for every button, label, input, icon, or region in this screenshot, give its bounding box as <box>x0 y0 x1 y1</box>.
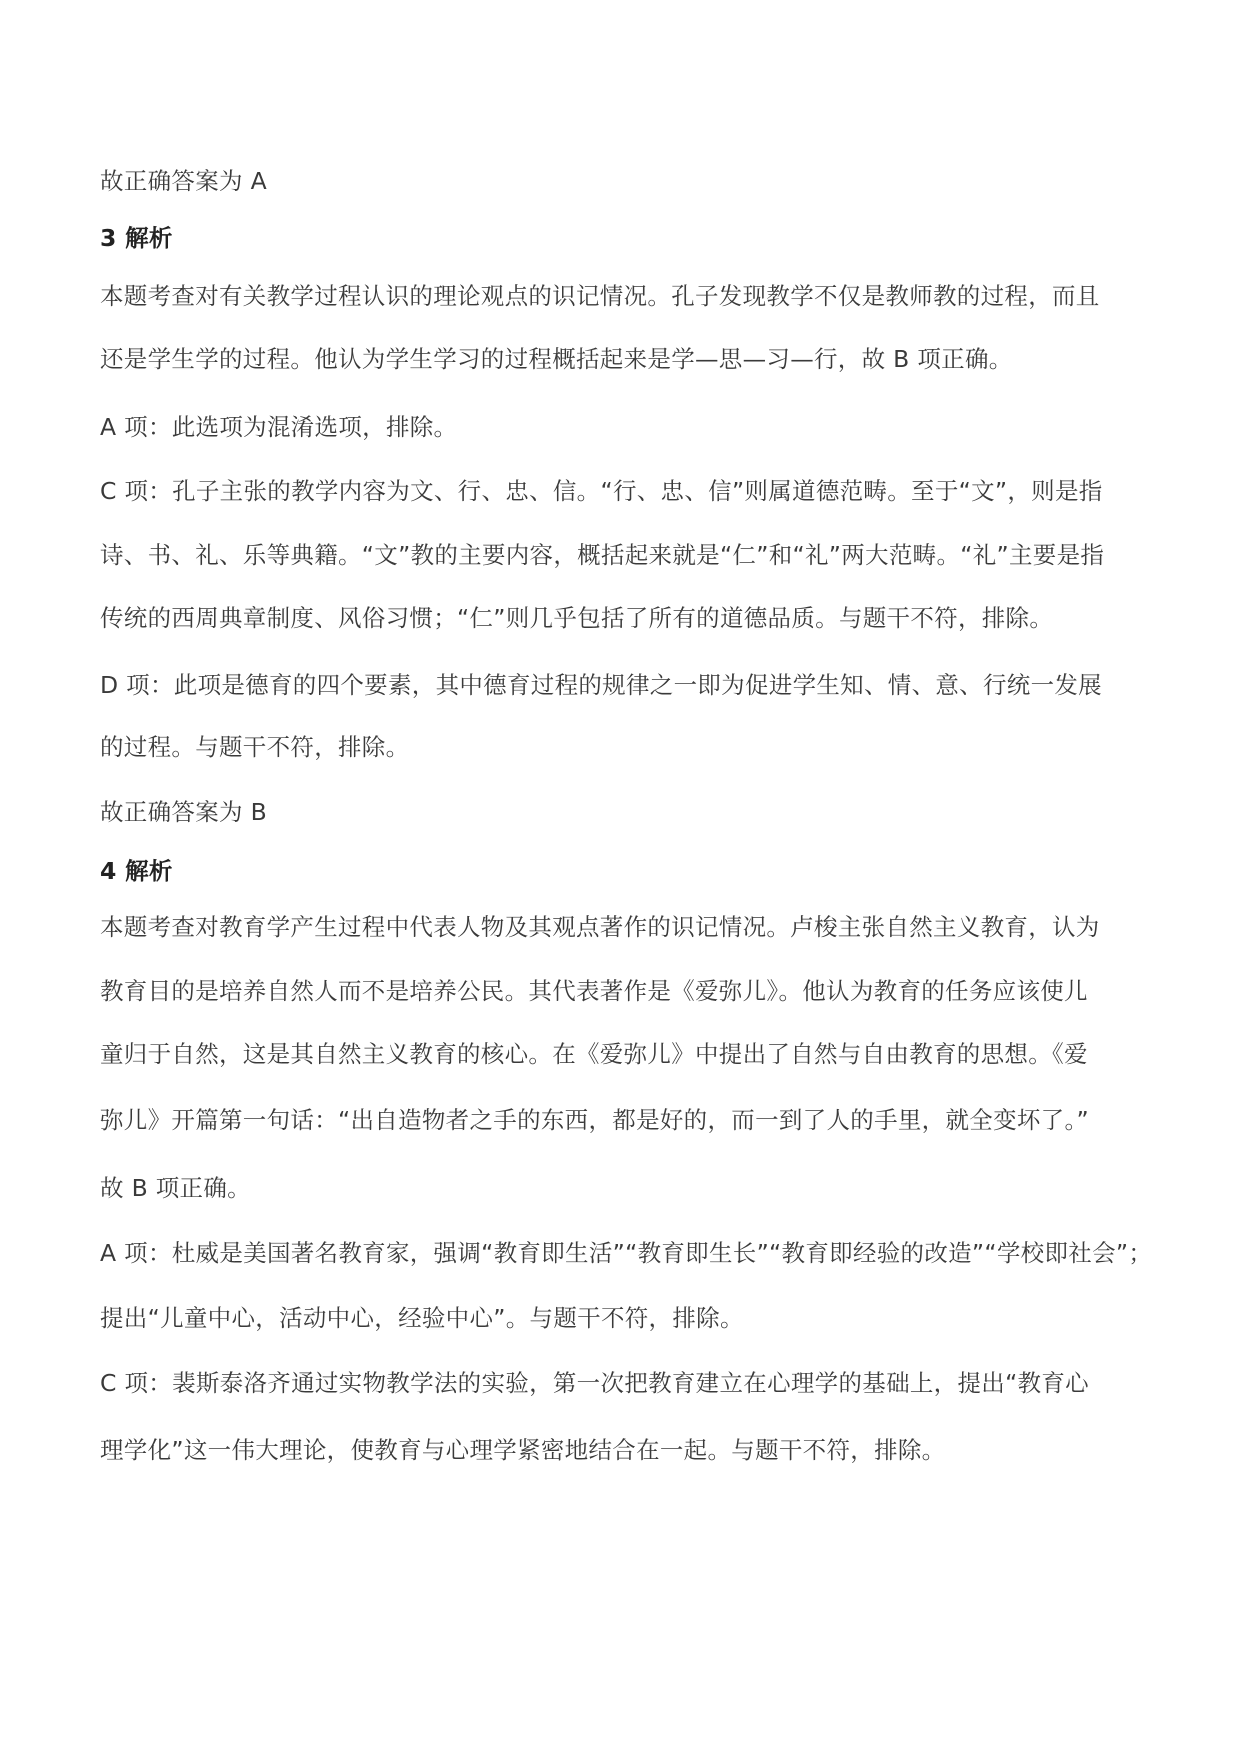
paragraph-line: 的过程。与题干不符，排除。 <box>100 733 410 761</box>
paragraph-line: A 项：杜威是美国著名教育家，强调“教育即生活”“教育即生长”“教育即经验的改造”“学校即社会”； <box>100 1239 1153 1267</box>
paragraph-line: 理学化”这一伟大理论，使教育与心理学紧密地结合在一起。与题干不符，排除。 <box>100 1436 946 1464</box>
paragraph-line: 本题考查对教育学产生过程中代表人物及其观点著作的识记情况。卢梭主张自然主义教育，认为 <box>100 913 1100 941</box>
paragraph-line: C 项：裴斯泰洛齐通过实物教学法的实验，第一次把教育建立在心理学的基础上，提出“教育心 <box>100 1369 1089 1397</box>
paragraph-line: 童归于自然，这是其自然主义教育的核心。在《爱弥儿》中提出了自然与自由教育的思想。《爱 <box>100 1040 1088 1068</box>
paragraph-line: 还是学生学的过程。他认为学生学习的过程概括起来是学—思—习—行，故 B 项正确。 <box>100 345 1013 373</box>
paragraph-line: A 项：此选项为混淆选项，排除。 <box>100 413 458 441</box>
answer-line: 故正确答案为 A <box>100 167 267 195</box>
paragraph-line: 传统的西周典章制度、风俗习惯；“仁”则几乎包括了所有的道德品质。与题干不符，排除。 <box>100 604 1054 632</box>
paragraph-line: 诗、书、礼、乐等典籍。“文”教的主要内容，概括起来就是“仁”和“礼”两大范畴。“礼”主要是指 <box>100 541 1105 569</box>
paragraph-line: D 项：此项是德育的四个要素，其中德育过程的规律之一即为促进学生知、情、意、行统一发展 <box>100 671 1102 699</box>
paragraph-line: 弥儿》开篇第一句话：“出自造物者之手的东西，都是好的，而一到了人的手里，就全变坏了。” <box>100 1106 1089 1134</box>
section-heading: 3 解析 <box>100 224 173 252</box>
answer-line: 故正确答案为 B <box>100 798 267 826</box>
paragraph-line: 本题考查对有关教学过程认识的理论观点的识记情况。孔子发现教学不仅是教师教的过程，而且 <box>100 282 1100 310</box>
section-heading: 4 解析 <box>100 857 173 885</box>
paragraph-line: 提出“儿童中心，活动中心，经验中心”。与题干不符，排除。 <box>100 1304 744 1332</box>
paragraph-line: 教育目的是培养自然人而不是培养公民。其代表著作是《爱弥儿》。他认为教育的任务应该使儿 <box>100 977 1088 1005</box>
paragraph-line: 故 B 项正确。 <box>100 1174 251 1202</box>
paragraph-line: C 项：孔子主张的教学内容为文、行、忠、信。“行、忠、信”则属道德范畴。至于“文”，则是指 <box>100 477 1103 505</box>
